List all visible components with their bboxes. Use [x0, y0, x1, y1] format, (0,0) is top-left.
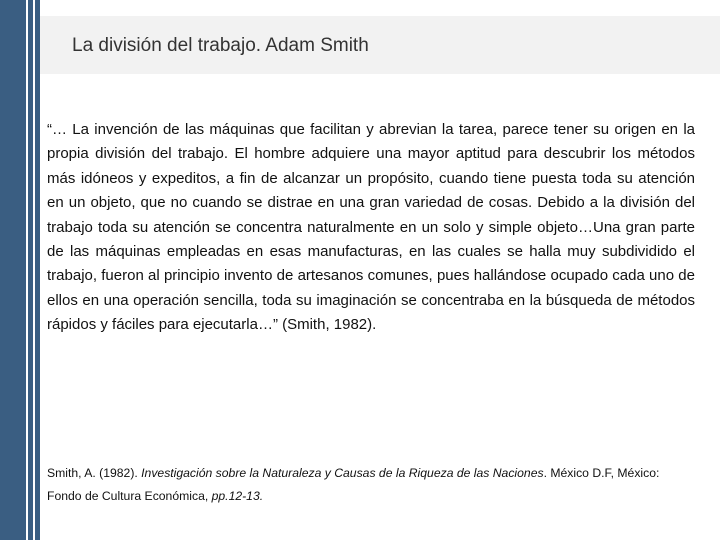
- title-band: [40, 16, 720, 74]
- quote-paragraph: “… La invención de las máquinas que facilitan y abrevian la tarea, parece tener su origen en la propia división del trabajo. El hombre adquiere una mayor aptitud para descubrir los métodos más idóneos y expeditos, a fin de alcanzar un propósito, cuando tiene puesta toda su atención en un objeto, que no cuando se distrae en una gran variedad de cosas. Debido a la división del trabajo toda su atención se concentra naturalmente en un solo y simple objeto…Una gran parte de las máquinas empleadas en esas manufacturas, en las cuales se halla muy subdividido el trabajo, fueron al principio invento de artesanos comunes, pues hallándose ocupado cada uno de ellos en una operación sencilla, toda su imaginación se concentraba en la búsqueda de métodos rápidos y fáciles para ejecutarla…” (Smith, 1982).: [47, 121, 695, 334]
- accent-stripe: [33, 0, 35, 540]
- slide-title: La división del trabajo. Adam Smith: [72, 35, 369, 56]
- reference-publisher: . México D.F, México: Fondo de Cultura Económica,: [47, 466, 660, 503]
- reference-author-year: Smith, A. (1982).: [47, 466, 142, 480]
- bibliographic-reference: [47, 462, 695, 508]
- side-accent-bar: [0, 0, 40, 540]
- accent-stripe: [26, 0, 28, 540]
- reference-book-title: Investigación sobre la Naturaleza y Causas de la Riqueza de las Naciones: [141, 466, 544, 480]
- reference-pages: pp.12-13.: [211, 489, 264, 503]
